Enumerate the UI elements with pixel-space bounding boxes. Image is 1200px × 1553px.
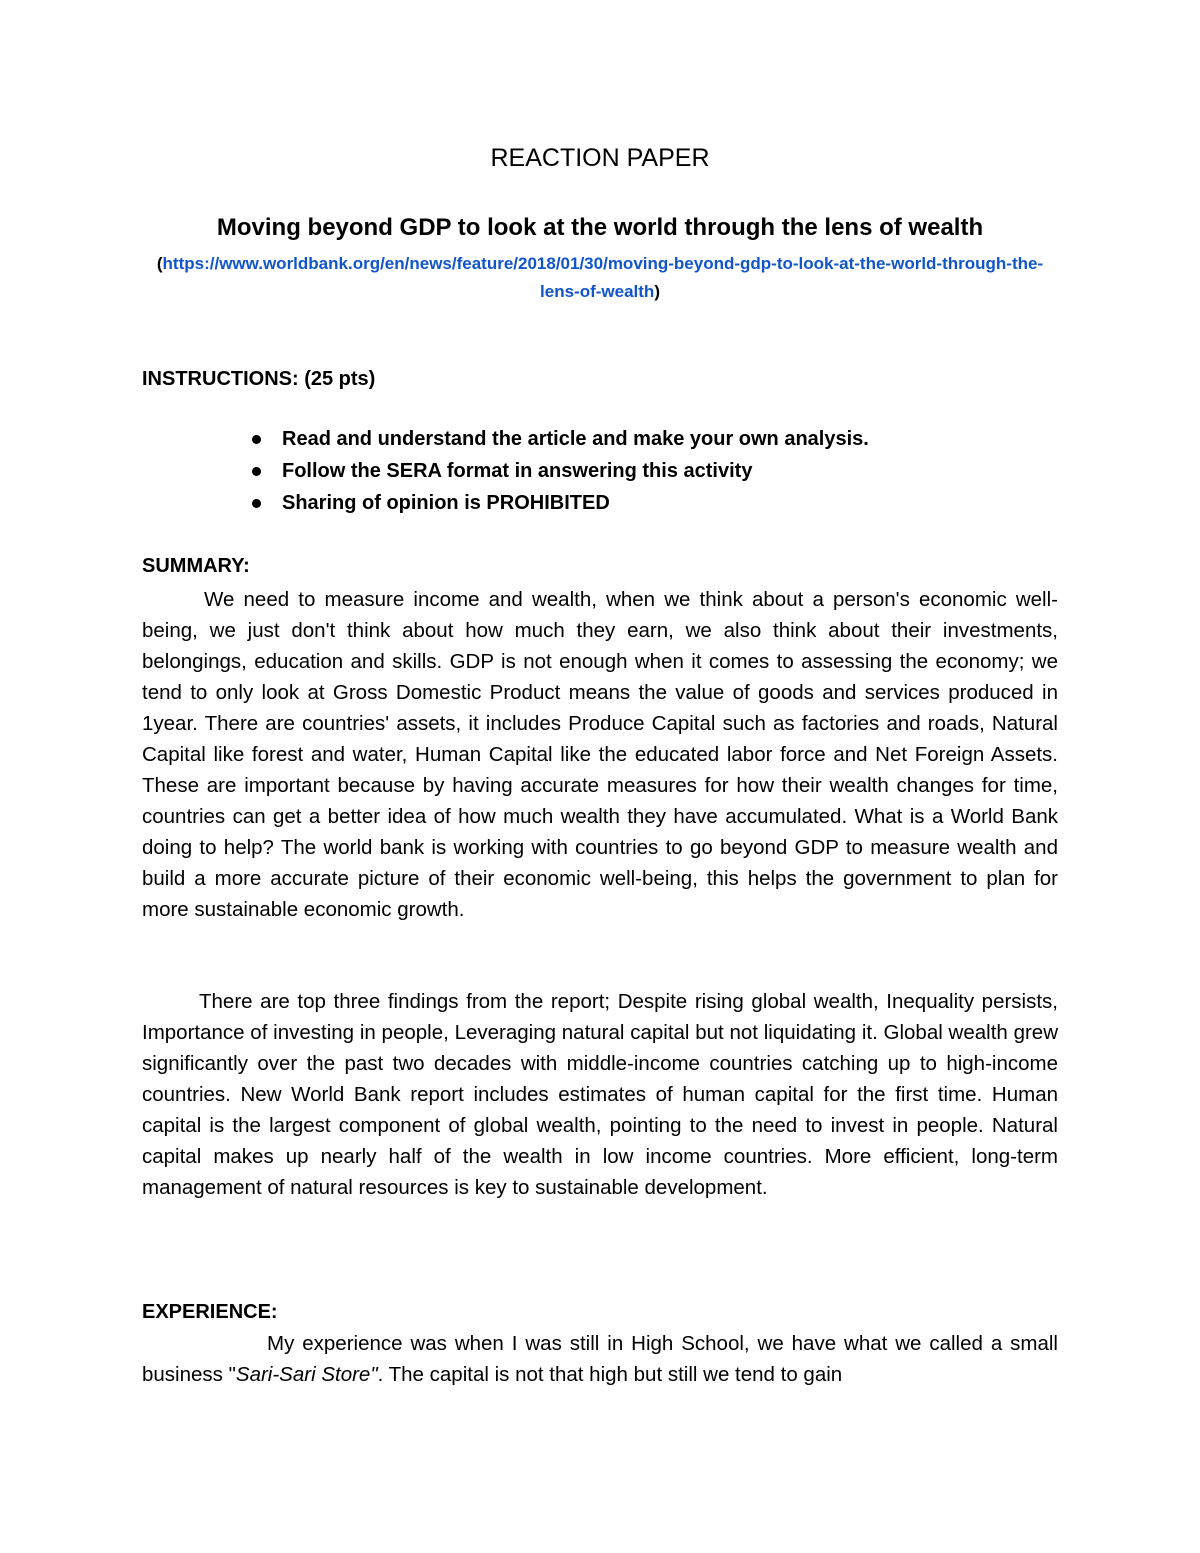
- summary-paragraph-2: There are top three findings from the report; Despite rising global wealth, Inequality persists, Importance of investing in people, Leveraging natural capital but not liquidating it. Global wealth grew significantly over the past two decades with middle-income countries catching up to high-income countries. New World Bank report includes estimates of human capital for the first time. Human capital is the largest component of global wealth, pointing to the need to invest in people. Natural capital makes up nearly half of the wealth in low income countries. More efficient, long-term management of natural resources is key to sustainable development.: [142, 990, 1058, 1199]
- instruction-item: [240, 487, 869, 519]
- instruction-text: Read and understand the article and make your own analysis.: [282, 428, 869, 450]
- experience-text-before: My experience was when I was still in High School, we have what we called a small business ": [142, 1332, 1058, 1386]
- experience-paragraph: [142, 1328, 1058, 1390]
- document-title: REACTION PAPER: [490, 144, 710, 172]
- experience-store-name: Sari-Sari Store": [235, 1363, 378, 1386]
- instructions-heading: INSTRUCTIONS: (25 pts): [142, 368, 376, 390]
- article-url-line: [140, 250, 1060, 306]
- url-close-paren: ): [654, 282, 660, 301]
- instruction-text: Follow the SERA format in answering this activity: [282, 460, 753, 482]
- experience-text-after: . The capital is not that high but still we tend to gain: [377, 1363, 843, 1386]
- url-open-paren: (: [156, 254, 163, 273]
- instructions-list: [240, 423, 869, 519]
- summary-heading: SUMMARY:: [142, 555, 250, 577]
- article-title: Moving beyond GDP to look at the world through the lens of wealth: [216, 214, 984, 241]
- bullet-icon: [252, 467, 261, 476]
- instruction-text: Sharing of opinion is PROHIBITED: [282, 492, 610, 514]
- bullet-icon: [252, 435, 261, 444]
- instruction-item: [240, 423, 869, 455]
- instruction-item: [240, 455, 869, 487]
- summary-paragraph-1: We need to measure income and wealth, when we think about a person's economic well-being, we just don't think about how much they earn, we also think about their investments, belongings, education and skills. GDP is not enough when it comes to assessing the economy; we tend to only look at Gross Domestic Product means the value of goods and services produced in 1year. There are countries' assets, it includes Produce Capital such as factories and roads, Natural Capital like forest and water, Human Capital like the educated labor force and Net Foreign Assets. These are important because by having accurate measures for how their wealth changes for time, countries can get a better idea of how much wealth they have accumulated. What is a World Bank doing to help? The world bank is working with countries to go beyond GDP to measure wealth and build a more accurate picture of their economic well-being, this helps the government to plan for more sustainable economic growth.: [142, 588, 1058, 921]
- article-url-link[interactable]: https://www.worldbank.org/en/news/feature/2018/01/30/moving-beyond-gdp-to-look-at-the-world-through-the-lens-of-wealth: [162, 254, 1044, 301]
- experience-heading: EXPERIENCE:: [142, 1301, 278, 1323]
- bullet-icon: [252, 499, 261, 508]
